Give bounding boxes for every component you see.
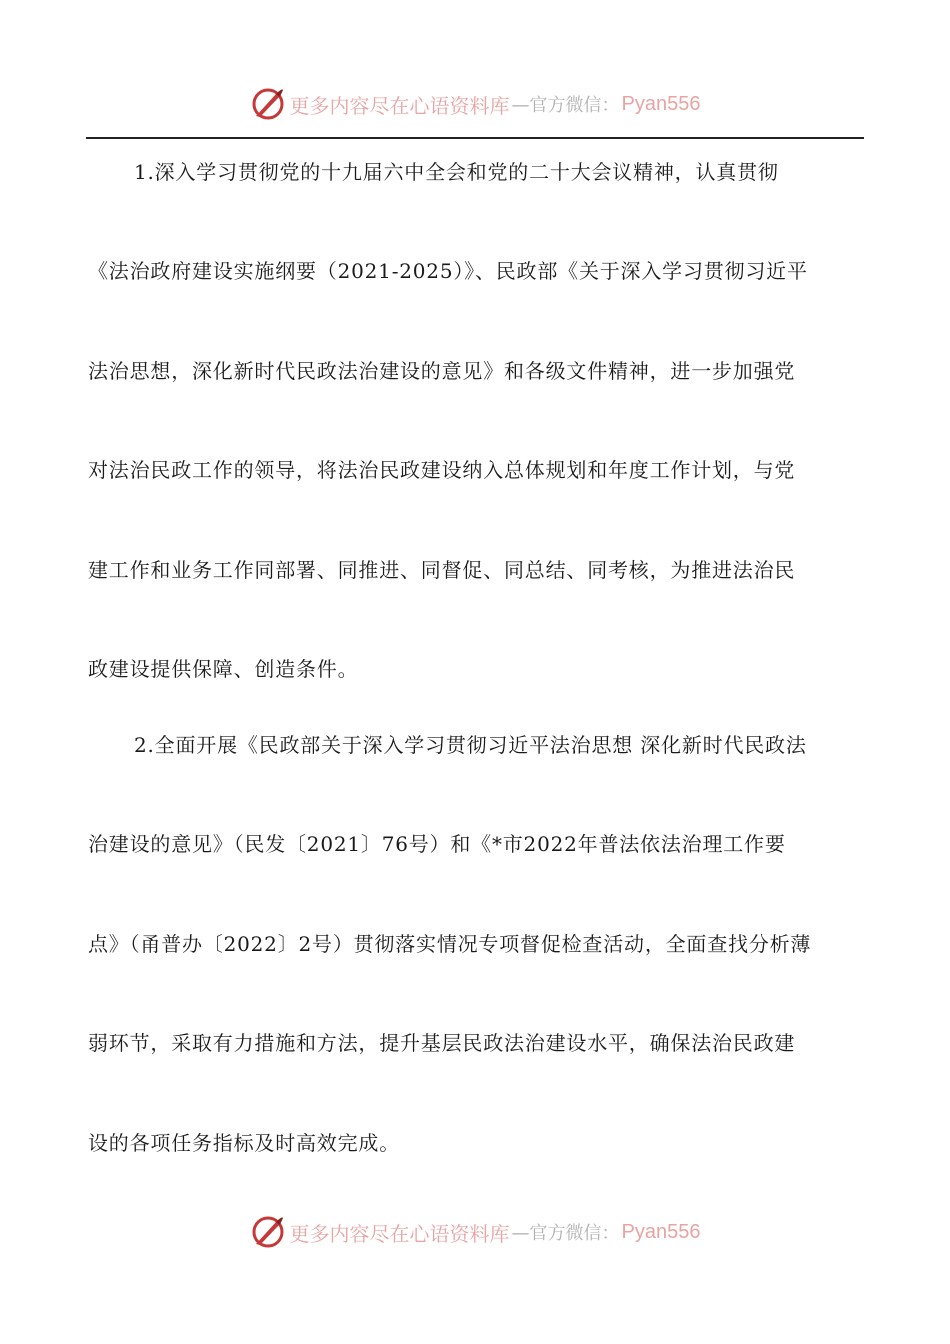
text-line: 2.全面开展《民政部关于深入学习贯彻习近平法治思想 深化新时代民政法 — [134, 733, 807, 757]
header-banner — [0, 84, 950, 124]
text-line: 弱环节，采取有力措施和方法，提升基层民政法治建设水平，确保法治民政建 — [88, 1031, 796, 1055]
quill-logo-icon — [250, 86, 286, 122]
text-line: 建工作和业务工作同部署、同推进、同督促、同总结、同考核，为推进法治民 — [88, 558, 796, 582]
header-wechat-id: Pyan556 — [621, 92, 701, 115]
header-brand: 更多内容尽在心语资料库 — [289, 93, 510, 118]
text-line: 法治思想，深化新时代民政法治建设的意见》和各级文件精神，进一步加强党 — [88, 359, 796, 383]
text-line: 政建设提供保障、创造条件。 — [88, 657, 359, 681]
text-line: 《法治政府建设实施纲要（2021-2025）》、民政部《关于深入学习贯彻习近平 — [88, 259, 808, 283]
header-divider — [86, 137, 864, 139]
footer-banner — [0, 1212, 950, 1252]
text-line: 治建设的意见》（民发〔2021〕76号）和《*市2022年普法依法治理工作要 — [88, 832, 786, 856]
text-line: 设的各项任务指标及时高效完成。 — [88, 1131, 400, 1155]
footer-brand: 更多内容尽在心语资料库 — [289, 1221, 510, 1246]
text-line: 1.深入学习贯彻党的十九届六中全会和党的二十大会议精神，认真贯彻 — [134, 160, 779, 184]
quill-logo-icon — [250, 1214, 286, 1250]
text-line: 对法治民政工作的领导，将法治民政建设纳入总体规划和年度工作计划，与党 — [88, 458, 796, 482]
text-line: 点》（甬普办〔2022〕2号）贯彻落实情况专项督促检查活动，全面查找分析薄 — [88, 932, 812, 956]
footer-wechat-id: Pyan556 — [621, 1220, 701, 1243]
header-wechat-label: —官方微信： — [511, 95, 620, 116]
footer-wechat-label: —官方微信： — [511, 1223, 620, 1244]
